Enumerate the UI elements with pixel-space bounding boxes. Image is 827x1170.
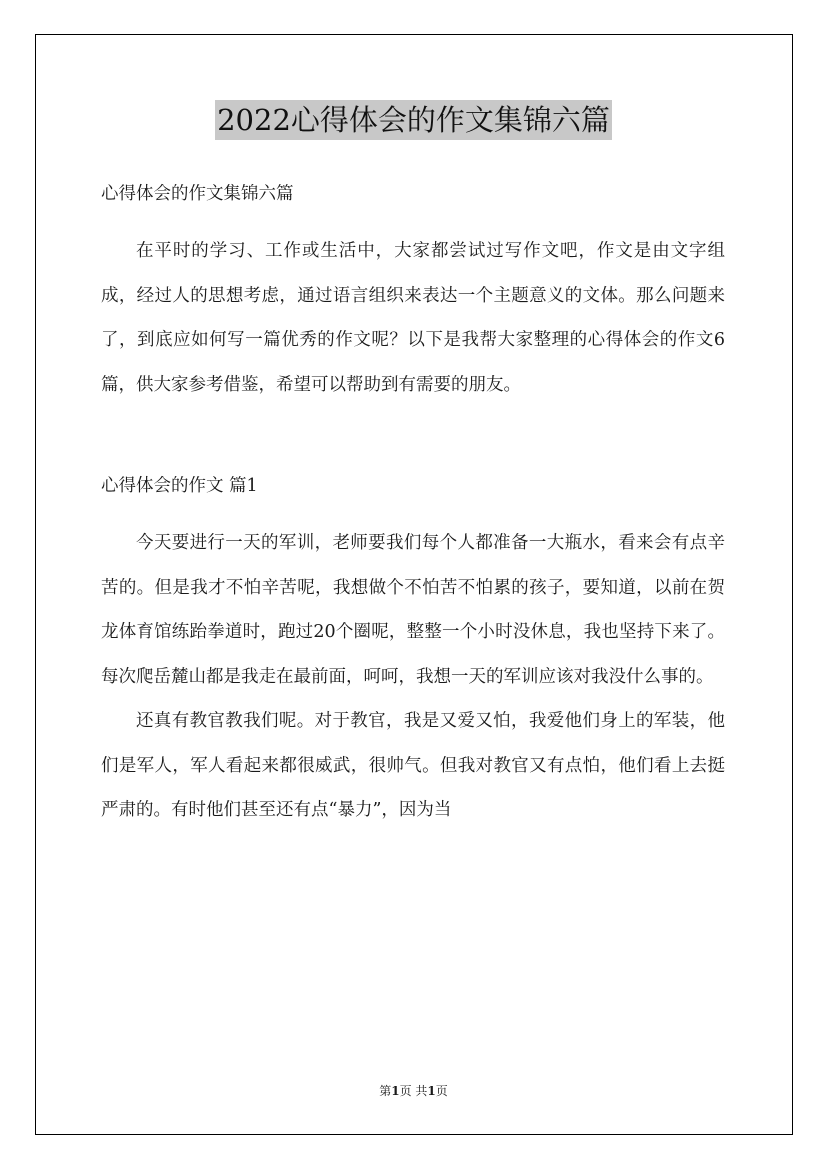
footer-page-total: 1	[427, 1084, 436, 1098]
section-1-paragraph-1: 今天要进行一天的军训，老师要我们每个人都准备一大瓶水，看来会有点辛苦的。但是我才不怕辛苦呢，我想做个不怕苦不怕累的孩子，要知道，以前在贺龙体育馆练跆拳道时，跑过20个圈呢，整整一个小时没休息，我也坚持下来了。每次爬岳麓山都是我走在最前面，呵呵，我想一天的军训应该对我没什么事的。	[101, 533, 725, 687]
spacer	[101, 214, 725, 229]
document-body	[101, 174, 725, 833]
footer-page-current: 1	[391, 1084, 400, 1098]
document-title-wrapper	[0, 100, 827, 140]
document-subtitle: 心得体会的作文集锦六篇	[101, 184, 294, 204]
section-1-paragraph-2: 还真有教官教我们呢。对于教官，我是又爱又怕，我爱他们身上的军装，他们是军人，军人看起来都很威武，很帅气。但我对教官又有点怕，他们看上去挺严肃的。有时他们甚至还有点“暴力”，因为当	[101, 711, 725, 820]
footer-page-mid: 页 共	[399, 1084, 428, 1098]
intro-paragraph: 在平时的学习、工作或生活中，大家都尝试过写作文吧，作文是由文字组成，经过人的思想考虑，通过语言组织来表达一个主题意义的文体。那么问题来了，到底应如何写一篇优秀的作文呢？以下是我帮大家整理的心得体会的作文6篇，供大家参考借鉴，希望可以帮助到有需要的朋友。	[101, 241, 725, 395]
footer-page-suffix: 页	[435, 1084, 448, 1098]
footer-page-prefix: 第	[379, 1084, 392, 1098]
spacer	[101, 506, 725, 521]
document-title: 2022心得体会的作文集锦六篇	[215, 100, 612, 140]
spacer	[101, 407, 725, 466]
section-1-heading: 心得体会的作文 篇1	[101, 476, 258, 496]
page-footer	[0, 1083, 827, 1099]
